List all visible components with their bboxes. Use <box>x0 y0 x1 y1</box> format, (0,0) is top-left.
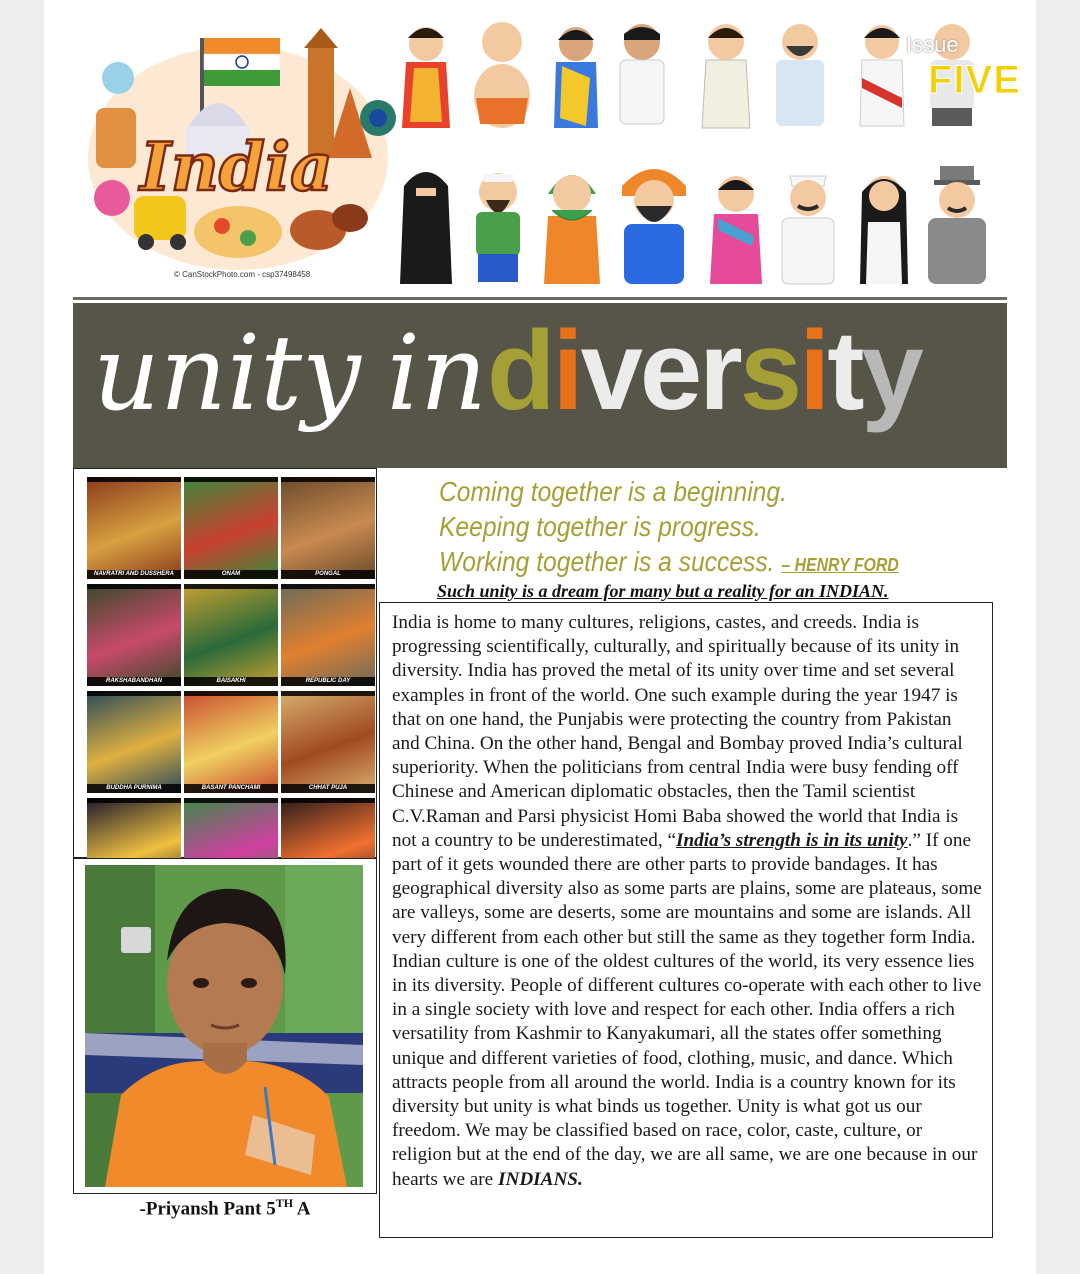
people-of-india-illustration <box>398 18 1010 288</box>
festival-label: PONGAL <box>281 570 375 579</box>
festival-tile <box>184 477 278 579</box>
festival-tile <box>281 477 375 579</box>
paragraph-1-part-a: India is home to many cultures, religions, castes, and creeds. India is progressing scientifically, culturally, and spiritually because of its unity in diversity. India has proved the metal of its unity over time and set several examples in front of the world. One such example during the year 1947 is that on one hand, the Punjabis were protecting the country from Pakistan and China. On the other hand, Bengal and Bombay proved India’s cultural superiority. When the politicians from central India were busy fending off Chinese and American diplomatic obstacles, then the Tamil scientist C.V.Raman and Parsi physicist Homi Baba showed the world that India is not a country to be underestimated, “ <box>392 612 963 851</box>
festival-tile-header <box>281 584 375 589</box>
title-word-in: in <box>386 312 488 434</box>
festival-tile-header <box>184 798 278 803</box>
diversity-letter: v <box>580 308 640 433</box>
article-paragraph-1 <box>392 611 982 950</box>
quote-line-2: Keeping together is progress. <box>439 511 761 542</box>
festival-label: RAKSHABANDHAN <box>87 677 181 686</box>
festival-tile <box>87 691 181 793</box>
festival-tile <box>87 584 181 686</box>
author-photo <box>85 865 363 1187</box>
festival-tile-header <box>87 691 181 696</box>
issue-number: FIVE <box>928 58 1021 102</box>
henry-ford-quote <box>439 474 999 583</box>
festivals-collage <box>73 468 377 858</box>
author-section: A <box>293 1198 311 1220</box>
festival-tile-header <box>281 477 375 482</box>
festival-tile-header <box>281 691 375 696</box>
paragraph-1-part-b: .” If one part of it gets wounded there are other parts to provide bandages. It has geographical diversity also as some parts are plains, some are plateaus, some are valleys, some are deserts, some are mountains and some are islands. All very different from each other but still the same as they together form India. <box>392 829 982 948</box>
diversity-letter: t <box>827 308 862 433</box>
festival-tile-header <box>184 691 278 696</box>
header-banner <box>88 18 1010 292</box>
title-word-diversity <box>487 308 921 433</box>
diversity-letter: i <box>799 308 828 433</box>
image-credit: © CanStockPhoto.com - csp37498458 <box>174 270 311 279</box>
festival-label: REPUBLIC DAY <box>281 677 375 686</box>
paragraph-2-part-a: Indian culture is one of the oldest cultures of the world, its very essence lies in its diversity. People of different cultures co-operate with each other to live in a single society with love and respect for each other. India offers a rich versatility from Kashmir to Kanyakumari, all the states offer something unique and different varieties of food, clothing, music, and dance. Which attracts people from all around the world. India is a country known for its diversity but unity is what binds us together. Unity is what got us our freedom. We may be classified based on race, color, caste, culture, or religion but at the end of the day, we are all same, we are one because in our hearts we are <box>392 950 982 1190</box>
article-paragraph-2 <box>392 950 982 1192</box>
india-logo-text: India <box>140 128 333 206</box>
diversity-letter: e <box>639 308 700 433</box>
author-photo-frame <box>73 858 377 1194</box>
festival-label: ONAM <box>184 570 278 579</box>
quote-line-3 <box>439 544 932 583</box>
author-caption <box>73 1196 377 1220</box>
title-word-unity: unity <box>93 312 361 434</box>
festival-tile-header <box>184 584 278 589</box>
author-name: -Priyansh Pant 5 <box>139 1198 276 1220</box>
issue-label: Issue <box>906 32 959 57</box>
header-divider <box>73 297 1007 300</box>
indians-emphasis: INDIANS. <box>498 1168 583 1190</box>
diversity-letter: y <box>861 308 921 433</box>
title-band <box>73 303 1007 468</box>
festival-tile <box>87 477 181 579</box>
festival-tile <box>281 584 375 686</box>
festival-label: NAVRATRI AND DUSSHERA <box>87 570 181 579</box>
festival-tile-header <box>87 477 181 482</box>
india-strength-quote: India’s strength is in its unity <box>676 829 908 851</box>
festival-tile <box>184 584 278 686</box>
festival-label: BUDDHA PURNIMA <box>87 784 181 793</box>
india-collage-illustration <box>88 18 398 280</box>
tagline: Such unity is a dream for many but a reality for an INDIAN. <box>437 581 889 601</box>
diversity-letter: r <box>699 308 740 433</box>
festival-tile-header <box>87 798 181 803</box>
festival-label: BASANT PANCHAMI <box>184 784 278 793</box>
page-title <box>93 308 921 434</box>
class-superscript: TH <box>275 1196 294 1210</box>
diversity-letter: i <box>552 308 581 433</box>
article-body <box>379 602 993 1238</box>
diversity-letter: s <box>739 308 800 433</box>
festival-tile-header <box>184 477 278 482</box>
festival-tile-header <box>281 798 375 803</box>
festival-tile-header <box>87 584 181 589</box>
festival-label: BAISAKHI <box>184 677 278 686</box>
quote-author: – HENRY FORD <box>781 555 899 575</box>
festival-tile <box>184 691 278 793</box>
quote-line-1: Coming together is a beginning. <box>439 476 787 507</box>
festival-tile <box>281 691 375 793</box>
quote-line-3-text: Working together is a success. <box>439 546 775 577</box>
diversity-letter: d <box>487 308 553 433</box>
festival-label: CHHAT PUJA <box>281 784 375 793</box>
